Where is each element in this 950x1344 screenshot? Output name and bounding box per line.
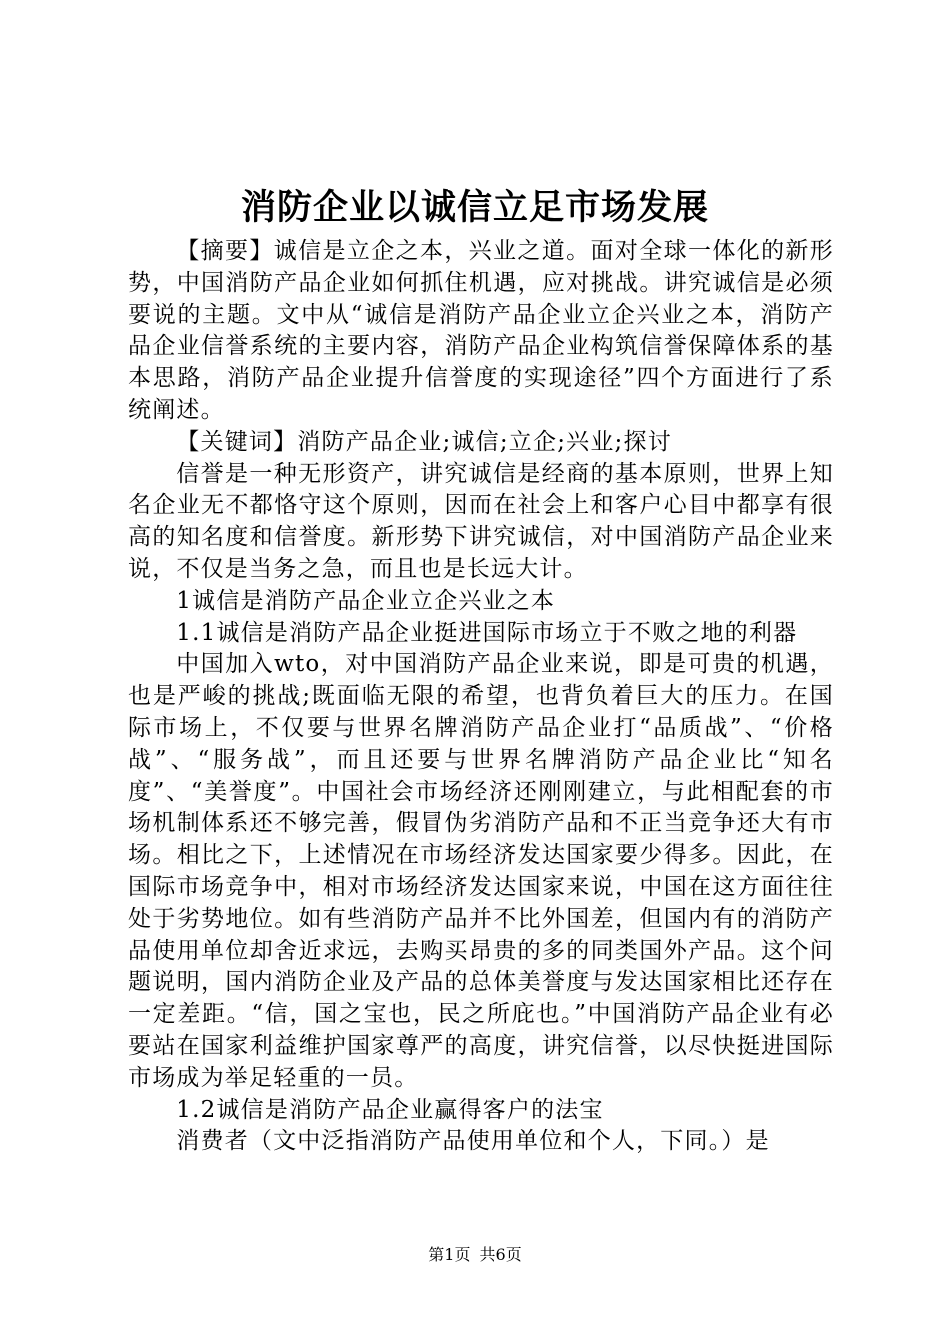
page-footer [0,1244,950,1266]
section-heading-1-2: 1.2诚信是消防产品企业赢得客户的法宝 [176,1096,604,1123]
document-title: 消防企业以诚信立足市场发展 [240,187,709,228]
section-1-1-paragraph: 中国加入wto，对中国消防产品企业来说，即是可贵的机遇，也是严峻的挑战;既面临无限的希望，也背负着巨大的压力。在国际市场上，不仅要与世界名牌消防产品企业打“品质战”、“价格战”、“服务战”，而且还要与世界名牌消防产品企业比“知名度”、“美誉度”。中国社会市场经济还刚刚建立，与此相配套的市场机制体系还不够完善，假冒伪劣消防产品和不正当竞争还大有市场。相比之下，上述情况在市场经济发达国家要少得多。因此，在国际市场竞争中，相对市场经济发达国家来说，中国在这方面往往处于劣势地位。如有些消防产品并不比外国差，但国内有的消防产品使用单位却舍近求远，去购买昂贵的多的同类国外产品。这个问题说明，国内消防企业及产品的总体美誉度与发达国家相比还存在一定差距。“信，国之宝也，民之所庇也。”中国消防产品企业有必要站在国家利益维护国家尊严的高度，讲究信誉，以尽快挺进国际市场成为举足轻重的一员。 [128,651,834,1091]
section-1-2-paragraph: 消费者（文中泛指消防产品使用单位和个人，下同。）是 [176,1128,770,1155]
keywords-paragraph: 【关键词】消防产品企业;诚信;立企;兴业;探讨 [176,428,672,455]
page-total: 共6页 [479,1245,522,1264]
section-heading-1: 1诚信是消防产品企业立企兴业之本 [176,587,556,614]
page-number: 第1页 [428,1245,471,1264]
document-body [128,236,834,1158]
section-heading-1-1: 1.1诚信是消防产品企业挺进国际市场立于不败之地的利器 [176,619,798,646]
intro-paragraph: 信誉是一种无形资产，讲究诚信是经商的基本原则，世界上知名企业无不都恪守这个原则，因而在社会上和客户心目中都享有很高的知名度和信誉度。新形势下讲究诚信，对中国消防产品企业来说，不仅是当务之急，而且也是长远大计。 [128,460,834,582]
abstract-paragraph: 【摘要】诚信是立企之本，兴业之道。面对全球一体化的新形势，中国消防产品企业如何抓住机遇，应对挑战。讲究诚信是必须要说的主题。文中从“诚信是消防产品企业立企兴业之本，消防产品企业信誉系统的主要内容，消防产品企业构筑信誉保障体系的基本思路，消防产品企业提升信誉度的实现途径”四个方面进行了系统阐述。 [128,238,834,423]
